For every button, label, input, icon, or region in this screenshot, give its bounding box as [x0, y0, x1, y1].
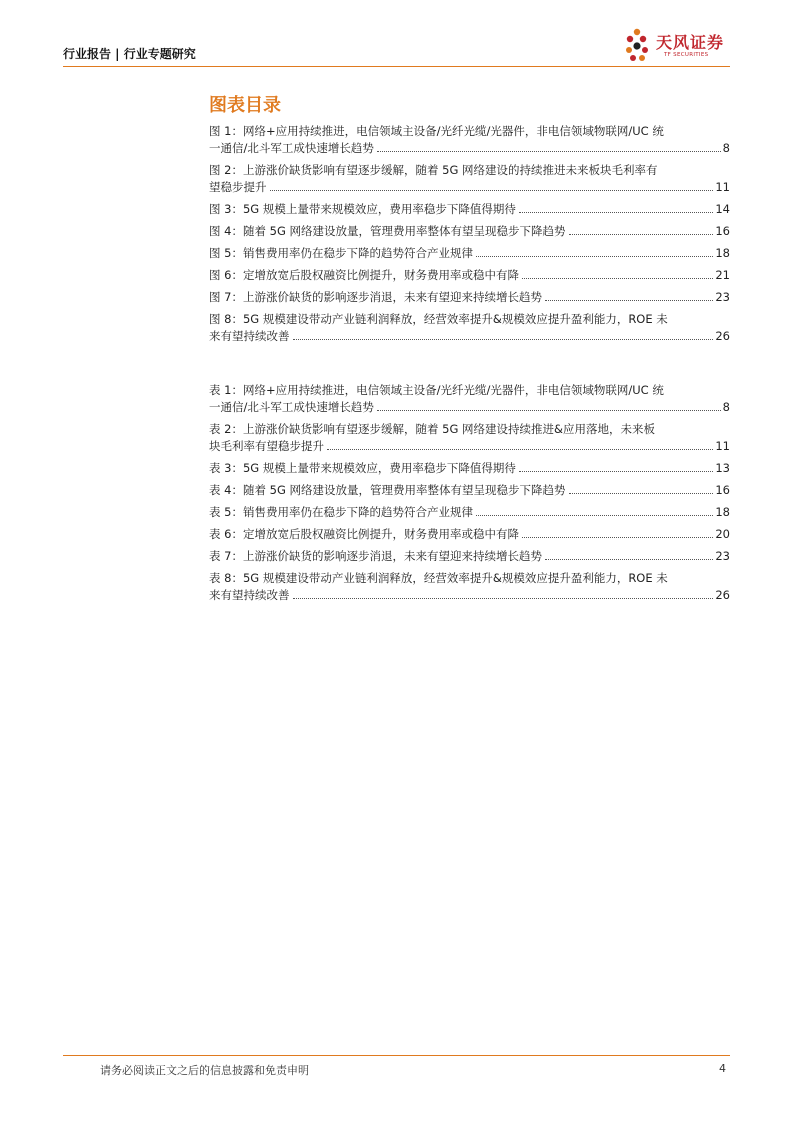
toc-entry-text: 块毛利率有望稳步提升	[209, 439, 324, 453]
toc-page-number: 26	[715, 588, 730, 602]
tables-list	[209, 382, 730, 609]
dot-leader	[545, 299, 713, 301]
toc-page-number: 23	[715, 290, 730, 304]
header-divider	[63, 66, 730, 67]
dot-leader	[377, 150, 721, 152]
toc-page-number: 21	[715, 268, 730, 282]
figures-list	[209, 123, 730, 350]
toc-page-number: 13	[715, 461, 730, 475]
toc-page-number: 16	[715, 224, 730, 238]
toc-entry-text: 表 1：网络+应用持续推进，电信领域主设备/光纤光缆/光器件，非电信领域物联网/UC 统	[209, 383, 664, 397]
toc-entry[interactable]	[209, 162, 730, 196]
toc-entry[interactable]	[209, 223, 730, 240]
dot-leader	[476, 514, 713, 516]
toc-entry[interactable]	[209, 526, 730, 543]
toc-entry-text: 表 2：上游涨价缺货影响有望逐步缓解，随着 5G 网络建设持续推进&应用落地，未来板	[209, 422, 655, 436]
toc-page-number: 11	[715, 180, 730, 194]
toc-entry-text: 图 4：随着 5G 网络建设放量，管理费用率整体有望呈现稳步下降趋势	[209, 224, 566, 238]
tf-securities-logo	[624, 26, 734, 66]
toc-entry[interactable]	[209, 504, 730, 521]
toc-entry-text: 图 8：5G 规模建设带动产业链利润释放，经营效率提升&规模效应提升盈利能力，ROE 未	[209, 312, 668, 326]
dot-leader	[519, 470, 714, 472]
toc-entry-text: 表 6：定增放宽后股权融资比例提升，财务费用率或稳中有降	[209, 527, 519, 541]
toc-entry[interactable]	[209, 245, 730, 262]
toc-page-number: 14	[715, 202, 730, 216]
footer-divider	[63, 1055, 730, 1056]
toc-entry-text: 来有望持续改善	[209, 588, 290, 602]
toc-entry-text: 图 3：5G 规模上量带来规模效应，费用率稳步下降值得期待	[209, 202, 516, 216]
dot-leader	[327, 448, 713, 450]
logo-english-name: TF SECURITIES	[664, 52, 709, 58]
toc-entry[interactable]	[209, 482, 730, 499]
toc-entry[interactable]	[209, 289, 730, 306]
toc-entry-text: 一通信/北斗军工成快速增长趋势	[209, 141, 374, 155]
toc-entry[interactable]	[209, 421, 730, 455]
toc-entry-text: 表 3：5G 规模上量带来规模效应，费用率稳步下降值得期待	[209, 461, 516, 475]
toc-entry-text: 图 5：销售费用率仍在稳步下降的趋势符合产业规律	[209, 246, 473, 260]
toc-entry[interactable]	[209, 201, 730, 218]
toc-page-number: 26	[715, 329, 730, 343]
toc-entry[interactable]	[209, 460, 730, 477]
dot-leader	[522, 277, 713, 279]
dot-leader	[476, 255, 713, 257]
logo-flower-icon	[624, 26, 656, 66]
toc-entry[interactable]	[209, 548, 730, 565]
toc-entry[interactable]	[209, 382, 730, 416]
toc-entry[interactable]	[209, 570, 730, 604]
toc-entry[interactable]	[209, 311, 730, 345]
dot-leader	[545, 558, 713, 560]
logo-chinese-name: 天风证券	[656, 33, 725, 52]
footer-disclaimer: 请务必阅读正文之后的信息披露和免责申明	[100, 1064, 309, 1077]
toc-page-number: 20	[715, 527, 730, 541]
dot-leader	[569, 233, 714, 235]
dot-leader	[519, 211, 714, 213]
toc-entry-text: 图 6：定增放宽后股权融资比例提升，财务费用率或稳中有降	[209, 268, 519, 282]
toc-entry-text: 表 4：随着 5G 网络建设放量，管理费用率整体有望呈现稳步下降趋势	[209, 483, 566, 497]
toc-page-number: 16	[715, 483, 730, 497]
dot-leader	[377, 409, 721, 411]
toc-entry-text: 一通信/北斗军工成快速增长趋势	[209, 400, 374, 414]
toc-page-number: 8	[722, 141, 730, 155]
toc-page-number: 23	[715, 549, 730, 563]
dot-leader	[522, 536, 713, 538]
toc-entry[interactable]	[209, 123, 730, 157]
toc-page-number: 18	[715, 505, 730, 519]
dot-leader	[569, 492, 714, 494]
toc-entry-text: 图 2：上游涨价缺货影响有望逐步缓解，随着 5G 网络建设的持续推进未来板块毛利率有	[209, 163, 658, 177]
toc-entry[interactable]	[209, 267, 730, 284]
toc-page-number: 18	[715, 246, 730, 260]
toc-entry-text: 表 5：销售费用率仍在稳步下降的趋势符合产业规律	[209, 505, 473, 519]
toc-page-number: 8	[722, 400, 730, 414]
page-number: 4	[719, 1062, 726, 1075]
toc-page-number: 11	[715, 439, 730, 453]
toc-entry-text: 表 7：上游涨价缺货的影响逐步消退，未来有望迎来持续增长趋势	[209, 549, 542, 563]
toc-entry-text: 来有望持续改善	[209, 329, 290, 343]
dot-leader	[293, 338, 714, 340]
toc-title: 图表目录	[209, 95, 281, 116]
toc-entry-text: 望稳步提升	[209, 180, 267, 194]
header-breadcrumb: 行业报告 | 行业专题研究	[63, 47, 196, 61]
toc-entry-text: 图 7：上游涨价缺货的影响逐步消退，未来有望迎来持续增长趋势	[209, 290, 542, 304]
dot-leader	[270, 189, 714, 191]
toc-entry-text: 图 1：网络+应用持续推进，电信领域主设备/光纤光缆/光器件，非电信领域物联网/UC 统	[209, 124, 664, 138]
toc-entry-text: 表 8：5G 规模建设带动产业链利润释放，经营效率提升&规模效应提升盈利能力，ROE 未	[209, 571, 668, 585]
dot-leader	[293, 597, 714, 599]
